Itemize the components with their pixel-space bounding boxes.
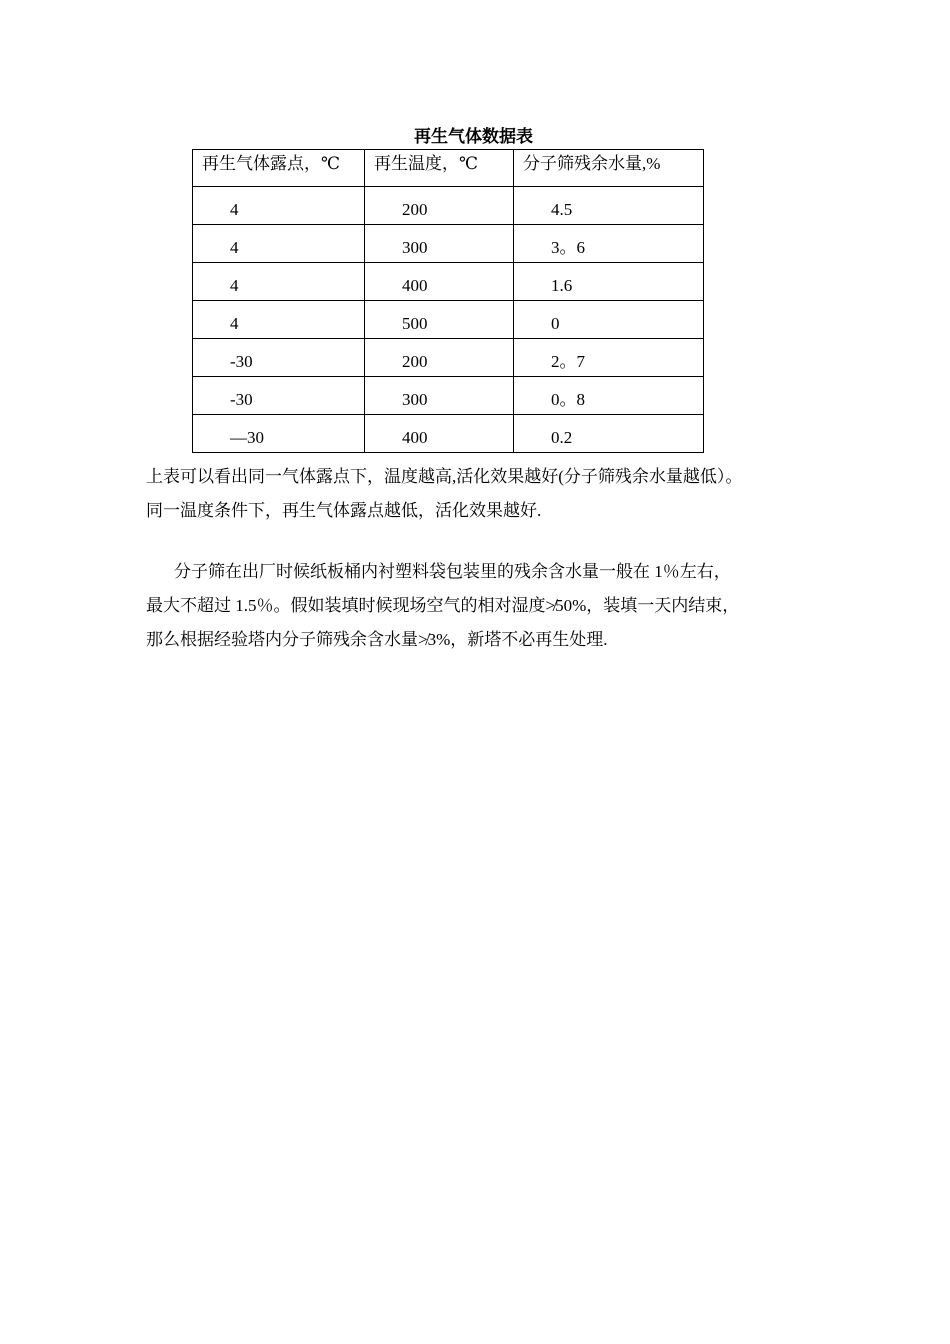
table-cell: —30: [230, 428, 264, 447]
table-cell: 4: [230, 238, 239, 257]
table-cell: 3。6: [551, 238, 585, 257]
paragraph-line: 那么根据经验塔内分子筛残余含水量≯3%，新塔不必再生处理.: [146, 630, 608, 649]
header-cell: [193, 150, 365, 187]
table-cell: 300: [402, 390, 428, 409]
paragraph-line: 最大不超过 1.5％。假如装填时候现场空气的相对湿度≯50%，装填一天内结束，: [146, 596, 740, 615]
table-cell: 400: [402, 428, 428, 447]
header-cell: [514, 150, 704, 187]
table-cell: -30: [230, 390, 253, 409]
table-cell: 400: [402, 276, 428, 295]
table-cell: 2。7: [551, 352, 585, 371]
table-cell: 4.5: [551, 200, 573, 219]
table-row: [193, 225, 704, 263]
table-row: [193, 377, 704, 415]
data-table: [192, 149, 704, 453]
header-cell: [365, 150, 514, 187]
paragraph-line: 分子筛在出厂时候纸板桶内衬塑料袋包装里的残余含水量一般在 1％左右，: [174, 562, 731, 581]
table-cell: 1.6: [551, 276, 573, 295]
table-cell: 4: [230, 276, 239, 295]
table-row: [193, 301, 704, 339]
table-cell: 0。8: [551, 390, 585, 409]
table-cell: 0.2: [551, 428, 573, 447]
table-header-row: [193, 150, 704, 187]
table-cell: 0: [551, 314, 560, 333]
header-temperature: 再生温度，℃: [374, 154, 479, 173]
table-row: [193, 187, 704, 225]
header-residual-water: 分子筛残余水量,%: [523, 154, 661, 173]
header-dewpoint: 再生气体露点，℃: [202, 154, 341, 173]
table-cell: 4: [230, 314, 239, 333]
table-row: [193, 415, 704, 453]
paragraph-line: 同一温度条件下，再生气体露点越低，活化效果越好.: [146, 501, 542, 520]
table-title: 再生气体数据表: [414, 127, 533, 146]
table-cell: 500: [402, 314, 428, 333]
paragraph-molecular-sieve: [146, 555, 826, 657]
table-cell: 4: [230, 200, 239, 219]
table-row: [193, 263, 704, 301]
paragraph-line: 上表可以看出同一气体露点下，温度越高,活化效果越好(分子筛残余水量越低）。: [146, 467, 743, 486]
table-cell: -30: [230, 352, 253, 371]
table-cell: 300: [402, 238, 428, 257]
table-cell: 200: [402, 352, 428, 371]
paragraph-table-summary: [146, 460, 826, 528]
table-cell: 200: [402, 200, 428, 219]
table-row: [193, 339, 704, 377]
